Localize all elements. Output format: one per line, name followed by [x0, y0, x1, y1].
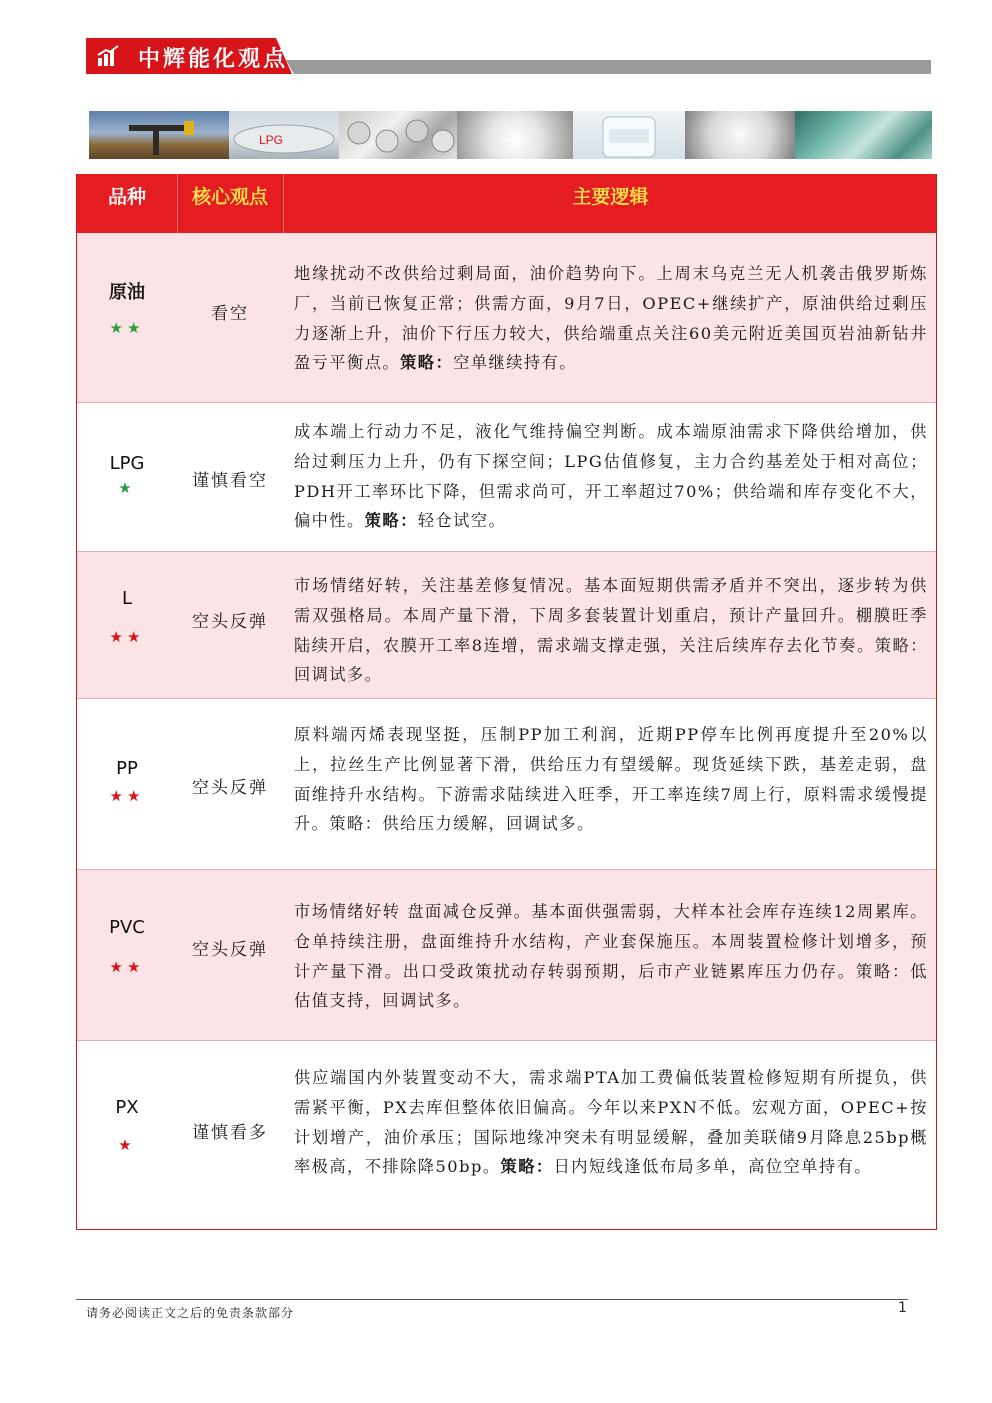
header-gray-band [286, 60, 931, 74]
col-header-variety: 品种 [107, 186, 146, 208]
col-header-main-logic: 主要逻辑 [572, 186, 649, 208]
product-image-strip [89, 111, 932, 159]
core-view: 空头反弹 [192, 940, 268, 960]
rating-stars: ★★ [109, 958, 145, 976]
main-logic: 供应端国内外装置变动不大，需求端PTA加工费偏低装置检修短期有所提负，供需紧平衡，PX去库但整体依旧偏高。今年以来PXN不低。宏观方面，OPEC+按计划增产，油价承压；国际地缘冲突未有明显缓解，叠加美联储9月降息25bp概率极高，不排除降50bp。策略：日内短线逢低布局多单，高位空单持有。 [294, 1068, 928, 1177]
table-row [77, 1041, 936, 1228]
core-view: 谨慎看空 [192, 471, 268, 491]
rating-stars: ★★ [109, 787, 145, 805]
table-row [77, 699, 936, 870]
pellets-image [457, 111, 573, 159]
granules-image [685, 111, 795, 159]
col-header-core-view: 核心观点 [191, 186, 268, 208]
footer-divider [76, 1299, 908, 1300]
variety-name: LPG [109, 453, 145, 474]
main-logic: 成本端上行动力不足，液化气维持偏空判断。成本端原油需求下降供给增加，供给过剩压力上升，仍有下探空间；LPG估值修复，主力合约基差处于相对高位；PDH开工率环比下降，但需求尚可，开工率超过70%；供给端和库存变化不大，偏中性。策略：轻仓试空。 [294, 422, 928, 531]
main-logic: 地缘扰动不改供给过剩局面，油价趋势向下。上周末乌克兰无人机袭击俄罗斯炼厂，当前已恢复正常；供需方面，9月7日，OPEC+继续扩产，原油供给过剩压力逐渐上升，油价下行压力较大，供给端重点关注60美元附近美国页岩油新钻井盈亏平衡点。策略：空单继续持有。 [294, 264, 928, 373]
core-view: 看空 [211, 304, 249, 324]
views-table [76, 174, 937, 1230]
chemical-bottle-image [573, 111, 685, 159]
variety-name: PX [115, 1097, 139, 1118]
core-view: 空头反弹 [192, 612, 268, 632]
pipe-image [339, 111, 457, 159]
rating-stars: ★ [118, 479, 136, 497]
lpg-tank-image [229, 111, 339, 159]
rating-stars: ★★ [109, 628, 145, 646]
main-logic: 市场情绪好转 盘面减仓反弹。基本面供强需弱，大样本社会库存连续12周累库。仓单持续注册，盘面维持升水结构，产业套保施压。本周装置检修计划增多，预计产量下滑。出口受政策扰动存转弱预期，后市产业链累库压力仍存。策略：低估值支持，回调试多。 [294, 902, 928, 1011]
variety-name: PP [116, 758, 138, 779]
svg-text:LPG: LPG [259, 133, 284, 147]
bar-chart-logo-icon [96, 44, 120, 68]
report-title: 中辉能化观点 [138, 47, 289, 72]
core-view: 空头反弹 [192, 778, 268, 798]
glass-sheets-image [795, 111, 932, 159]
report-header [86, 38, 931, 74]
rating-stars: ★ [118, 1136, 136, 1154]
footer-disclaimer: 请务必阅读正文之后的免责条款部分 [86, 1306, 295, 1320]
variety-name: 原油 [109, 282, 145, 303]
main-logic: 原料端丙烯表现坚挺，压制PP加工利润，近期PP停车比例再度提升至20%以上，拉丝生产比例显著下滑，供给压力有望缓解。现货延续下跌，基差走弱，盘面维持升水结构。下游需求陆续进入旺季，开工率连续7周上行，原料需求缓慢提升。策略：供给压力缓解，回调试多。 [294, 725, 928, 834]
core-view: 谨慎看多 [192, 1123, 268, 1143]
table-header [77, 174, 936, 233]
main-logic: 市场情绪好转，关注基差修复情况。基本面短期供需矛盾并不突出，逐步转为供需双强格局。本周产量下滑，下周多套装置计划重启，预计产量回升。棚膜旺季陆续开启，农膜开工率8连增，需求端支撑走强，关注后续库存去化节奏。策略：回调试多。 [294, 576, 928, 685]
table-row [77, 233, 936, 403]
page-number: 1 [898, 1300, 907, 1316]
table-row [77, 870, 936, 1041]
variety-name: PVC [109, 917, 145, 938]
variety-name: L [121, 588, 133, 609]
rating-stars: ★★ [109, 319, 145, 337]
table-row [77, 403, 936, 552]
table-row [77, 552, 936, 699]
oil-pumpjack-image [89, 111, 229, 159]
